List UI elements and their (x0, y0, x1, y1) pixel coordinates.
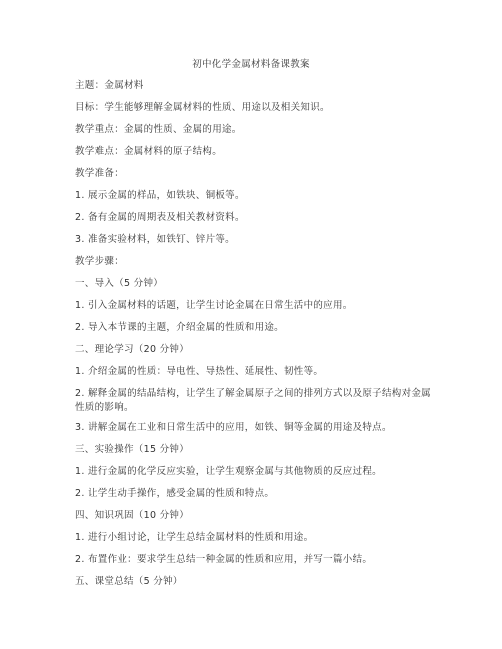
difficulty-line: 教学难点：金属材料的原子结构。 (75, 146, 223, 157)
section-item: 2. 导入本节课的主题，介绍金属的性质和用途。 (75, 322, 284, 333)
objective-line: 目标：学生能够理解金属材料的性质、用途以及相关知识。 (75, 102, 330, 113)
section-item: 2. 解释金属的结晶结构，让学生了解金属原子之间的排列方式以及原子结构对金属性质的影响。 (75, 388, 431, 413)
section-item: 1. 介绍金属的性质：导电性、导热性、延展性、韧性等。 (75, 366, 324, 377)
section-heading: 一、导入（5 分钟） (75, 278, 164, 289)
preparation-heading: 教学准备： (75, 168, 125, 179)
section-heading: 三、实验操作（15 分钟） (75, 444, 190, 455)
topic-line: 主题：金属材料 (75, 80, 144, 91)
preparation-item: 2. 备有金属的周期表及相关教材资料。 (75, 212, 245, 223)
section-heading: 二、理论学习（20 分钟） (75, 344, 190, 355)
section-item: 1. 引入金属材料的话题，让学生讨论金属在日常生活中的应用。 (75, 300, 353, 311)
key-point-line: 教学重点：金属的性质、金属的用途。 (75, 124, 242, 135)
section-item: 3. 讲解金属在工业和日常生活中的应用，如铁、铜等金属的用途及特点。 (75, 422, 392, 433)
document-title: 初中化学金属材料备课教案 (192, 59, 310, 70)
preparation-item: 1. 展示金属的样品，如铁块、铜板等。 (75, 190, 245, 201)
section-item: 1. 进行金属的化学反应实验，让学生观察金属与其他物质的反应过程。 (75, 466, 382, 477)
section-heading: 四、知识巩固（10 分钟） (75, 510, 190, 521)
section-item: 1. 进行小组讨论，让学生总结金属材料的性质和用途。 (75, 532, 314, 543)
section-item: 2. 布置作业：要求学生总结一种金属的性质和应用，并写一篇小结。 (75, 554, 373, 565)
preparation-item: 3. 准备实验材料，如铁钉、锌片等。 (75, 234, 235, 245)
section-item: 2. 让学生动手操作，感受金属的性质和特点。 (75, 488, 275, 499)
section-heading: 五、课堂总结（5 分钟） (75, 576, 183, 587)
steps-heading: 教学步骤： (75, 256, 125, 267)
